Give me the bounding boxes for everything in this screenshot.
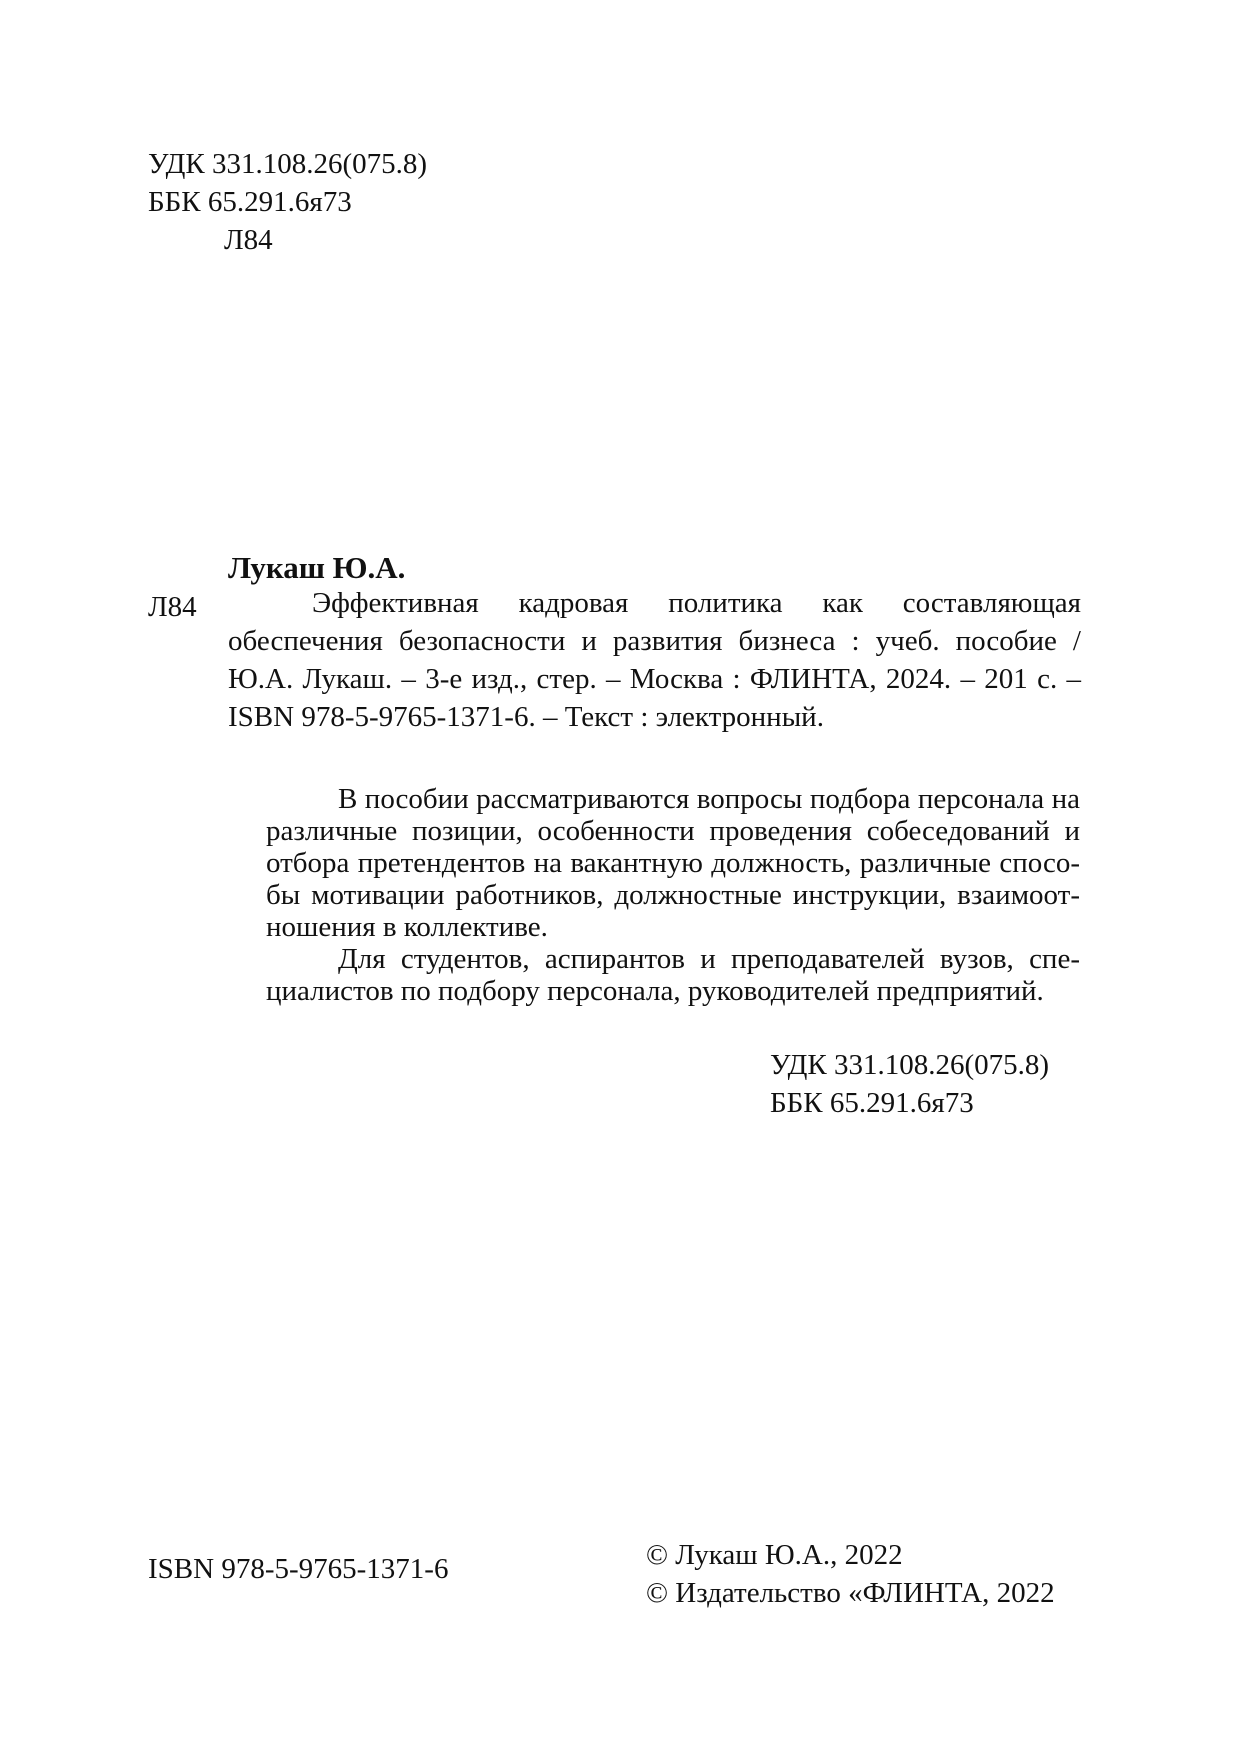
author-name: Лукаш Ю.А. [228,550,406,585]
copyright-author: © Лукаш Ю.А., 2022 [646,1539,903,1571]
bib-line-3: Ю.А. Лукаш. – 3-е изд., стер. – Москва : ФЛИНТА, 2024. – 201 с. – [228,663,1081,695]
bib-line-2: обеспечения безопасности и развития бизнеса : учеб. пособие / [228,625,1081,657]
abstract [266,783,1080,1007]
abstract-line: бы мотивации работников, должностные инструкции, взаимоот- [266,879,1080,911]
footer-udk: УДК 331.108.26(075.8) [770,1049,1050,1081]
copyright-block [646,1536,1055,1612]
header-classification-codes [148,145,427,259]
abstract-line: ношения в коллективе. [266,911,548,943]
abstract-line: отбора претендентов на вакантную должность, различные спосо- [266,847,1080,879]
header-author-code: Л84 [224,224,273,256]
margin-author-code: Л84 [148,591,197,623]
header-udk: УДК 331.108.26(075.8) [148,148,428,180]
bib-line-4: ISBN 978-5-9765-1371-6. – Текст : электронный. [228,701,824,733]
abstract-line: В пособии рассматриваются вопросы подбора персонала на [338,783,1080,815]
abstract-line: Для студентов, аспирантов и преподавателей вузов, спе- [338,943,1080,975]
bib-line-1: Эффективная кадровая политика как составляющая [312,587,1081,619]
footer-bbk: ББК 65.291.6я73 [770,1087,974,1119]
abstract-line: различные позиции, особенности проведения собеседований и [266,815,1080,847]
isbn: ISBN 978-5-9765-1371-6 [148,1553,449,1585]
abstract-line: циалистов по подбору персонала, руководителей предприятий. [266,975,1044,1007]
footer-classification-codes [770,1046,1049,1122]
header-bbk: ББК 65.291.6я73 [148,186,352,218]
bibliographic-description [228,584,1081,736]
copyright-publisher: © Издательство «ФЛИНТА, 2022 [646,1577,1055,1609]
